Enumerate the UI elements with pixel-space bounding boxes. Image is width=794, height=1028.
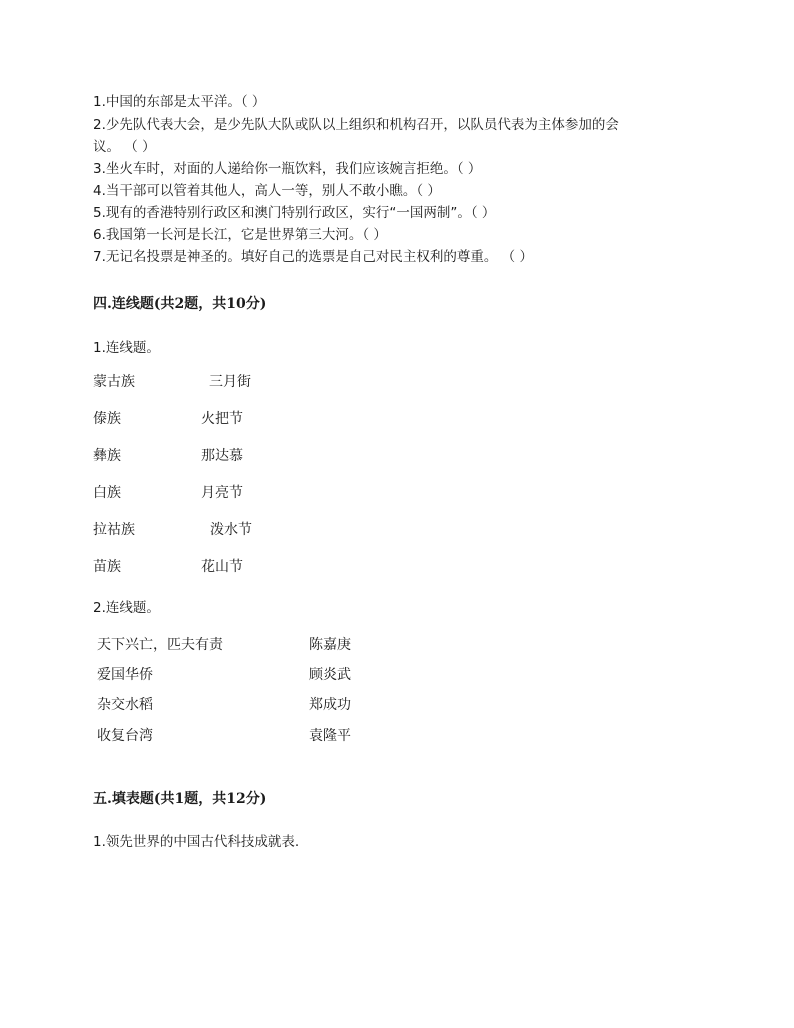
tf-item-2-cont: 议。 （ ）: [93, 139, 156, 155]
q2-right-2: 郑成功: [309, 697, 351, 713]
q2-left-3: 收复台湾: [97, 728, 153, 744]
q1-left-3: 白族: [93, 485, 121, 501]
q1-right-2: 那达慕: [201, 448, 243, 464]
q1-right-0: 三月街: [209, 374, 251, 390]
q1-left-5: 苗族: [93, 559, 121, 575]
q2-right-3: 袁隆平: [309, 728, 351, 744]
tf-item-7: 7.无记名投票是神圣的。填好自己的选票是自己对民主权利的尊重。 （ ）: [93, 249, 533, 265]
q2-left-1: 爱国华侨: [97, 667, 153, 683]
tf-item-3: 3.坐火车时，对面的人递给你一瓶饮料，我们应该婉言拒绝。（ ）: [93, 161, 482, 177]
q1-right-1: 火把节: [201, 411, 243, 427]
section4-q1-label: 1.连线题。: [93, 340, 160, 356]
q1-right-5: 花山节: [201, 559, 243, 575]
q1-left-0: 蒙古族: [93, 374, 135, 390]
tf-item-6: 6.我国第一长河是长江，它是世界第三大河。（ ）: [93, 227, 387, 243]
q1-left-1: 傣族: [93, 411, 121, 427]
section4-q2-label: 2.连线题。: [93, 600, 160, 616]
tf-item-5: 5.现有的香港特别行政区和澳门特别行政区，实行“一国两制”。（ ）: [93, 205, 496, 221]
tf-item-1: 1.中国的东部是太平洋。（ ）: [93, 94, 266, 110]
q2-right-1: 顾炎武: [309, 667, 351, 683]
q1-right-3: 月亮节: [201, 485, 243, 501]
section5-q1: 1.领先世界的中国古代科技成就表.: [93, 834, 300, 850]
q1-left-2: 彝族: [93, 448, 121, 464]
q1-left-4: 拉祜族: [93, 522, 135, 538]
q2-left-0: 天下兴亡，匹夫有责: [97, 637, 223, 653]
q1-right-4: 泼水节: [210, 522, 252, 538]
tf-item-2: 2.少先队代表大会，是少先队大队或队以上组织和机构召开，以队员代表为主体参加的会: [93, 117, 619, 133]
section4-title: 四.连线题(共2题，共10分): [93, 296, 267, 312]
q2-right-0: 陈嘉庚: [309, 637, 351, 653]
q2-left-2: 杂交水稻: [97, 697, 153, 713]
tf-item-4: 4.当干部可以管着其他人，高人一等，别人不敢小瞧。（ ）: [93, 183, 441, 199]
section5-title: 五.填表题(共1题，共12分): [93, 791, 267, 807]
